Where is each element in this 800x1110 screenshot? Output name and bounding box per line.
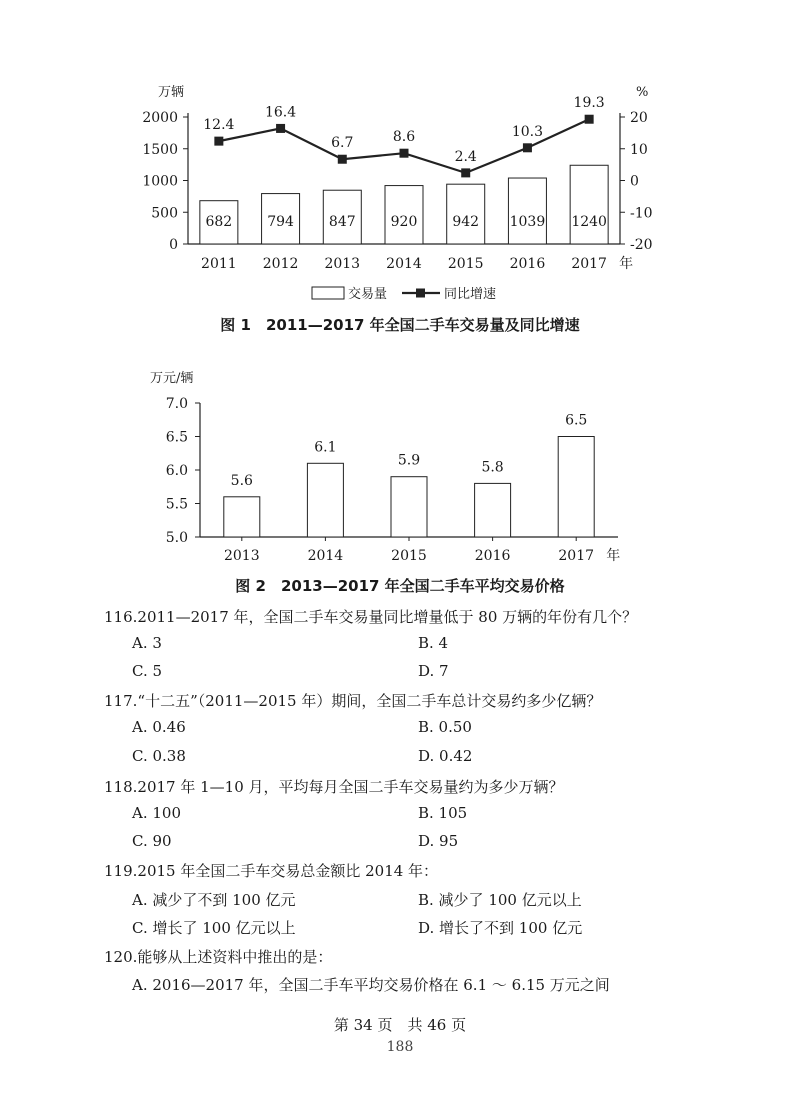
bar-value-label: 5.9 [397, 452, 421, 469]
bar-value-label: 942 [452, 214, 480, 230]
bar [570, 165, 608, 244]
option-116-b[interactable]: B. 4 [418, 634, 449, 652]
option-119-c[interactable]: C. 增长了 100 亿元以上 [132, 919, 296, 937]
y2-tick-label: 20 [630, 110, 648, 126]
bar-value-label: 920 [390, 214, 418, 230]
x-tick-label: 2013 [223, 548, 260, 564]
growth-value-label: 6.7 [331, 135, 354, 152]
y-tick-label: 6.5 [165, 429, 188, 446]
growth-value-label: 12.4 [203, 117, 235, 134]
growth-point [461, 168, 470, 177]
y-tick-label: 6.0 [165, 463, 188, 479]
y2-axis-label: % [636, 85, 649, 100]
legend-bar-label: 交易量 [348, 287, 388, 302]
growth-value-label: 8.6 [392, 129, 416, 146]
option-119-d[interactable]: D. 增长了不到 100 亿元 [418, 919, 583, 937]
y-tick-label: 500 [151, 205, 178, 222]
x-tick-label: 2014 [386, 256, 422, 272]
x-tick-label: 2013 [324, 256, 361, 272]
y-tick-label: 0 [169, 237, 178, 253]
bar-value-label: 6.1 [314, 439, 337, 456]
bar [558, 437, 594, 538]
legend-line-label: 同比增速 [444, 287, 497, 302]
x-tick-label: 2015 [447, 256, 484, 272]
option-118-b[interactable]: B. 105 [418, 804, 468, 822]
y-axis-label: 万辆 [158, 85, 185, 100]
option-118-a[interactable]: A. 100 [132, 804, 181, 822]
option-117-b[interactable]: B. 0.50 [418, 718, 472, 736]
page-number: 188 [386, 1039, 414, 1055]
option-118-c[interactable]: C. 90 [132, 832, 172, 850]
option-116-c[interactable]: C. 5 [132, 662, 163, 680]
option-118-d[interactable]: D. 95 [418, 832, 459, 850]
growth-point [585, 115, 594, 124]
chart-avg-price [0, 360, 800, 575]
option-117-c[interactable]: C. 0.38 [132, 747, 186, 765]
option-120-a[interactable]: A. 2016—2017 年，全国二手车平均交易价格在 6.1 ～ 6.15 万元之间 [132, 976, 610, 994]
bar [224, 497, 260, 537]
bar [307, 463, 343, 537]
option-116-a[interactable]: A. 3 [132, 634, 162, 652]
y-axis-label: 万元/辆 [150, 371, 194, 386]
option-119-b[interactable]: B. 减少了 100 亿元以上 [418, 891, 582, 909]
bar-value-label: 5.6 [230, 472, 253, 489]
question-118: 118.2017 年 1—10 月，平均每月全国二手车交易量约为多少万辆？ [104, 778, 564, 796]
bar-value-label: 794 [267, 214, 294, 230]
x-tick-label: 2015 [391, 548, 427, 564]
x-unit-label: 年 [619, 256, 634, 272]
chart-volume-growth [0, 0, 800, 315]
growth-point [400, 149, 409, 158]
y-tick-label: 5.0 [165, 530, 188, 546]
x-tick-label: 2017 [571, 256, 607, 272]
bar-value-label: 5.8 [481, 459, 504, 476]
y-tick-label: 1000 [142, 173, 178, 190]
chart2-caption: 图 2 2013—2017 年全国二手车平均交易价格 [235, 577, 565, 595]
y2-tick-label: 10 [630, 141, 648, 158]
bar-value-label: 1039 [509, 214, 546, 230]
growth-point [214, 137, 223, 146]
bar [508, 178, 546, 244]
bar-value-label: 847 [328, 214, 356, 230]
x-tick-label: 2014 [307, 548, 344, 564]
page-info: 第 34 页 共 46 页 [333, 1016, 467, 1034]
x-tick-label: 2017 [558, 548, 595, 564]
option-117-a[interactable]: A. 0.46 [132, 718, 186, 736]
legend-line-marker [416, 289, 425, 298]
growth-point [338, 155, 347, 164]
option-119-a[interactable]: A. 减少了不到 100 亿元 [132, 891, 296, 909]
growth-value-label: 19.3 [573, 95, 605, 112]
option-116-d[interactable]: D. 7 [418, 662, 449, 680]
x-tick-label: 2016 [474, 548, 511, 564]
growth-point [276, 124, 285, 133]
growth-value-label: 10.3 [511, 123, 544, 140]
growth-point [523, 143, 532, 152]
y2-tick-label: -20 [630, 237, 653, 253]
bar [391, 477, 427, 537]
question-119: 119.2015 年全国二手车交易总金额比 2014 年： [104, 862, 439, 880]
question-120: 120.能够从上述资料中推出的是： [104, 948, 333, 966]
y-tick-label: 7.0 [165, 396, 188, 412]
x-tick-label: 2016 [509, 256, 546, 272]
y2-tick-label: -10 [630, 205, 653, 222]
growth-value-label: 16.4 [264, 104, 297, 121]
legend-bar-swatch [312, 287, 344, 299]
chart1-caption: 图 1 2011—2017 年全国二手车交易量及同比增速 [220, 316, 580, 334]
growth-value-label: 2.4 [454, 148, 477, 165]
bar-value-label: 6.5 [565, 412, 588, 429]
question-117: 117.“十二五”（2011—2015 年）期间，全国二手车总计交易约多少亿辆？ [104, 692, 602, 710]
x-tick-label: 2011 [201, 256, 237, 272]
bar-value-label: 682 [205, 214, 233, 230]
y2-tick-label: 0 [630, 173, 639, 190]
y-tick-label: 1500 [142, 141, 178, 158]
bar [475, 483, 511, 537]
y-tick-label: 2000 [142, 110, 178, 126]
y-tick-label: 5.5 [165, 496, 188, 513]
option-117-d[interactable]: D. 0.42 [418, 747, 473, 765]
x-tick-label: 2012 [262, 256, 299, 272]
bar-value-label: 1240 [571, 214, 607, 230]
x-unit-label: 年 [606, 548, 621, 564]
question-116: 116.2011—2017 年，全国二手车交易量同比增量低于 80 万辆的年份有几个？ [104, 608, 638, 626]
